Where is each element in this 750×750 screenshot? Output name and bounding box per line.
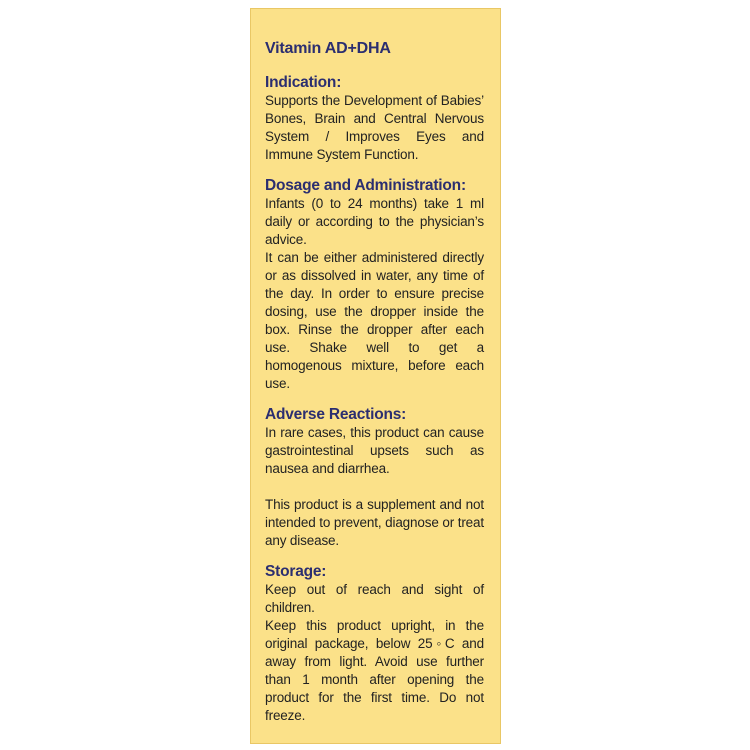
indication-section: [265, 73, 484, 164]
adverse-heading: Adverse Reactions:: [265, 406, 407, 423]
storage-text-1: Keep out of reach and sight of children.: [265, 582, 484, 615]
dosage-text-1: Infants (0 to 24 months) take 1 ml daily or according to the physician’s advice.: [265, 196, 484, 247]
dosage-heading: Dosage and Administration:: [265, 177, 466, 194]
storage-section: [265, 562, 484, 725]
indication-text: Supports the Development of Babies’ Bones, Brain and Central Nervous System / Improves Eyes and Immune System Function.: [265, 93, 484, 162]
dosage-text-2: It can be either administered directly or as dissolved in water, any time of the day. In order to ensure precise dosing, use the dropper inside the box. Rinse the dropper after each use. Shake well to get a homogenous mixture, before each use.: [265, 250, 484, 391]
product-title: Vitamin AD+DHA: [265, 40, 391, 57]
adverse-section: [265, 405, 484, 550]
adverse-text-2: This product is a supplement and not intended to prevent, diagnose or treat any disease.: [265, 497, 484, 548]
product-box-side-panel: [250, 8, 501, 744]
storage-heading: Storage:: [265, 563, 327, 580]
dosage-section: [265, 176, 484, 393]
paragraph-gap: [265, 478, 484, 496]
storage-text-2: Keep this product upright, in the original package, below 25◦C and away from light. Avoid use further than 1 month after opening the product for the first time. Do not freeze.: [265, 618, 484, 723]
label-content: [265, 39, 484, 737]
adverse-text-1: In rare cases, this product can cause gastrointestinal upsets such as nausea and diarrhea.: [265, 425, 484, 476]
indication-heading: Indication:: [265, 74, 342, 91]
